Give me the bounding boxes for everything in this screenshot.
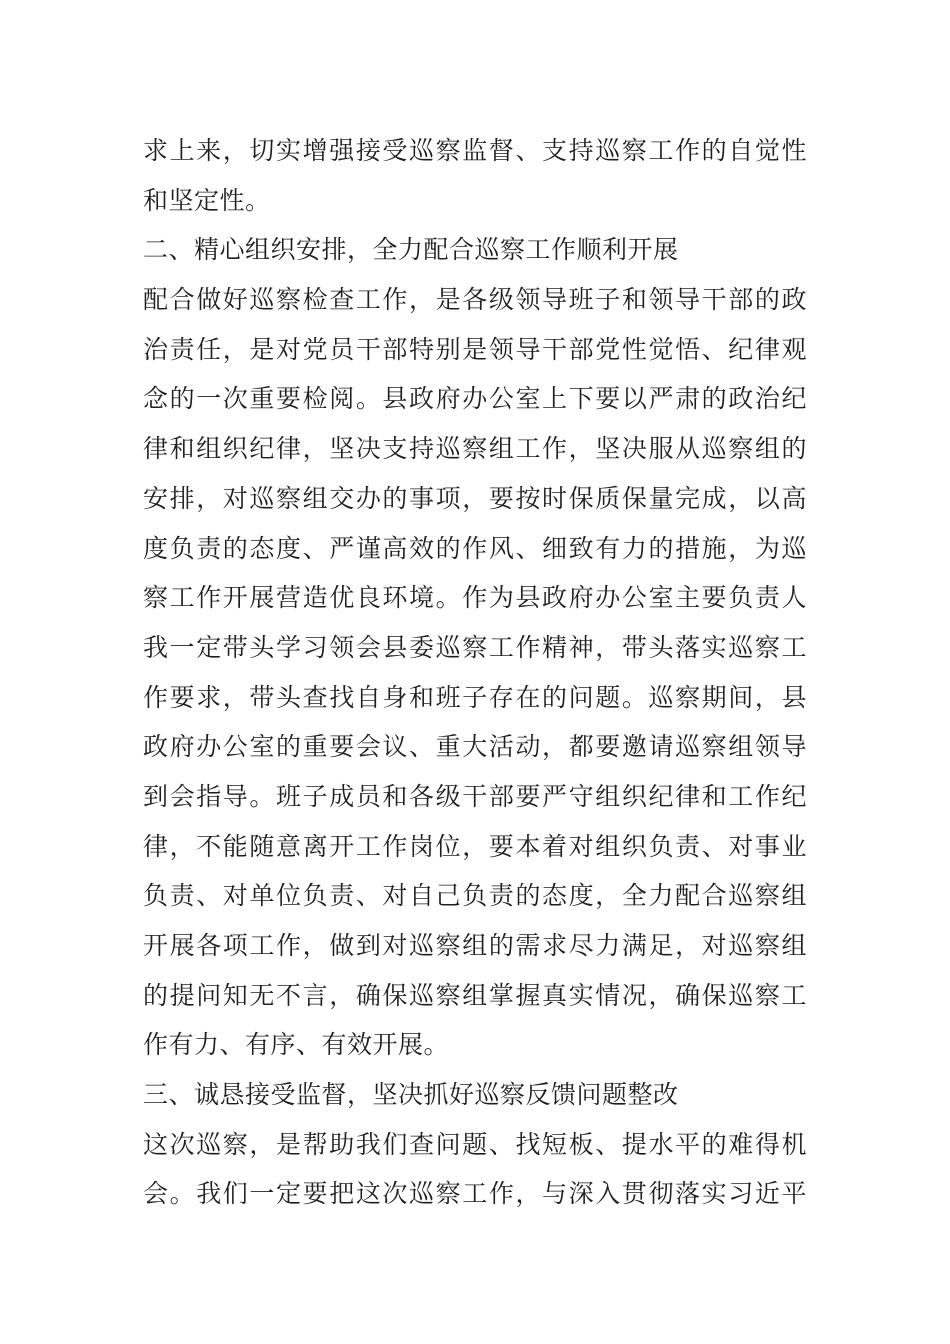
text-line: 念的一次重要检阅。县政府办公室上下要以严肃的政治纪: [143, 386, 807, 414]
text-line: 政府办公室的重要会议、重大活动，都要邀请巡察组领导: [143, 734, 807, 762]
text-line: 这次巡察，是帮助我们查问题、找短板、提水平的难得机: [143, 1131, 807, 1159]
text-line: 作有力、有序、有效开展。: [143, 1032, 450, 1060]
section-heading-3: 三、诚恳接受监督，坚决抓好巡察反馈问题整改: [143, 1082, 679, 1110]
text-line: 作要求，带头查找自身和班子存在的问题。巡察期间，县: [143, 684, 807, 712]
text-line: 我一定带头学习领会县委巡察工作精神，带头落实巡察工: [143, 634, 807, 662]
text-line: 安排，对巡察组交办的事项，要按时保质保量完成，以高: [143, 485, 807, 513]
text-line: 度负责的态度、严谨高效的作风、细致有力的措施，为巡: [143, 535, 807, 563]
text-line: 治责任，是对党员干部特别是领导干部党性觉悟、纪律观: [143, 336, 807, 364]
text-line: 开展各项工作，做到对巡察组的需求尽力满足，对巡察组: [143, 933, 807, 960]
text-line: 律，不能随意离开工作岗位，要本着对组织负责、对事业: [143, 833, 807, 861]
text-line: 到会指导。班子成员和各级干部要严守组织纪律和工作纪: [143, 783, 807, 811]
text-line: 的提问知无不言，确保巡察组掌握真实情况，确保巡察工: [143, 982, 807, 1010]
text-line: 察工作开展营造优良环境。作为县政府办公室主要负责人: [143, 585, 807, 613]
text-line: 负责、对单位负责、对自己负责的态度，全力配合巡察组: [143, 883, 807, 911]
text-line: 配合做好巡察检查工作，是各级领导班子和领导干部的政: [143, 287, 807, 315]
text-line: 会。我们一定要把这次巡察工作，与深入贯彻落实习近平: [143, 1181, 807, 1209]
text-line: 求上来，切实增强接受巡察监督、支持巡察工作的自觉性: [143, 138, 807, 165]
section-heading-2: 二、精心组织安排，全力配合巡察工作顺利开展: [143, 237, 679, 265]
document-text-block: [143, 127, 807, 1220]
text-line: 和坚定性。: [143, 187, 271, 215]
text-line: 律和组织纪律，坚决支持巡察组工作，坚决服从巡察组的: [143, 436, 807, 464]
